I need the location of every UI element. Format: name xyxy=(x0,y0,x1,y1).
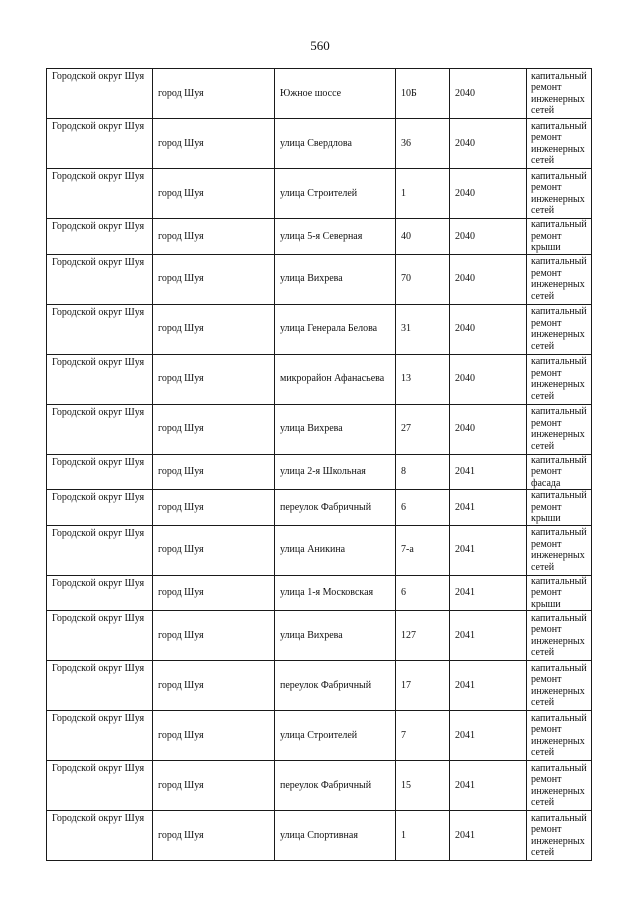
settlement-cell: город Шуя xyxy=(153,761,275,811)
municipality-cell: Городской округ Шуя xyxy=(47,611,153,661)
settlement-cell: город Шуя xyxy=(153,119,275,169)
house-number-cell: 27 xyxy=(396,404,450,454)
street-cell: улица Аникина xyxy=(275,525,396,575)
house-number-cell: 127 xyxy=(396,611,450,661)
street-cell: улица Вихрева xyxy=(275,254,396,304)
street-cell: улица 2-я Школьная xyxy=(275,454,396,490)
municipality-cell: Городской округ Шуя xyxy=(47,169,153,219)
table-row xyxy=(47,454,592,490)
house-number-cell: 6 xyxy=(396,490,450,526)
settlement-cell: город Шуя xyxy=(153,661,275,711)
table-row xyxy=(47,525,592,575)
street-cell: улица 1-я Московская xyxy=(275,575,396,611)
repair-schedule-table xyxy=(46,68,592,861)
municipality-cell: Городской округ Шуя xyxy=(47,354,153,404)
street-cell: улица Свердлова xyxy=(275,119,396,169)
year-cell: 2040 xyxy=(450,254,527,304)
year-cell: 2040 xyxy=(450,219,527,255)
work-type-cell: капитальный ремонт инженерных сетей xyxy=(527,354,592,404)
year-cell: 2040 xyxy=(450,119,527,169)
work-type-cell: капитальный ремонт крыши xyxy=(527,490,592,526)
table-row xyxy=(47,119,592,169)
house-number-cell: 40 xyxy=(396,219,450,255)
work-type-cell: капитальный ремонт крыши xyxy=(527,219,592,255)
year-cell: 2041 xyxy=(450,811,527,861)
municipality-cell: Городской округ Шуя xyxy=(47,490,153,526)
work-type-cell: капитальный ремонт инженерных сетей xyxy=(527,254,592,304)
table-row xyxy=(47,404,592,454)
settlement-cell: город Шуя xyxy=(153,811,275,861)
municipality-cell: Городской округ Шуя xyxy=(47,254,153,304)
municipality-cell: Городской округ Шуя xyxy=(47,575,153,611)
year-cell: 2041 xyxy=(450,575,527,611)
street-cell: микрорайон Афанасьева xyxy=(275,354,396,404)
table-row xyxy=(47,490,592,526)
municipality-cell: Городской округ Шуя xyxy=(47,69,153,119)
street-cell: улица Вихрева xyxy=(275,404,396,454)
year-cell: 2041 xyxy=(450,525,527,575)
house-number-cell: 1 xyxy=(396,169,450,219)
work-type-cell: капитальный ремонт инженерных сетей xyxy=(527,69,592,119)
settlement-cell: город Шуя xyxy=(153,304,275,354)
street-cell: переулок Фабричный xyxy=(275,490,396,526)
table-row xyxy=(47,219,592,255)
table-row xyxy=(47,811,592,861)
work-type-cell: капитальный ремонт инженерных сетей xyxy=(527,661,592,711)
house-number-cell: 13 xyxy=(396,354,450,404)
settlement-cell: город Шуя xyxy=(153,490,275,526)
settlement-cell: город Шуя xyxy=(153,354,275,404)
table-row xyxy=(47,611,592,661)
house-number-cell: 1 xyxy=(396,811,450,861)
house-number-cell: 8 xyxy=(396,454,450,490)
settlement-cell: город Шуя xyxy=(153,404,275,454)
settlement-cell: город Шуя xyxy=(153,575,275,611)
municipality-cell: Городской округ Шуя xyxy=(47,761,153,811)
year-cell: 2041 xyxy=(450,611,527,661)
municipality-cell: Городской округ Шуя xyxy=(47,304,153,354)
settlement-cell: город Шуя xyxy=(153,611,275,661)
municipality-cell: Городской округ Шуя xyxy=(47,811,153,861)
year-cell: 2041 xyxy=(450,761,527,811)
work-type-cell: капитальный ремонт инженерных сетей xyxy=(527,169,592,219)
municipality-cell: Городской округ Шуя xyxy=(47,119,153,169)
house-number-cell: 70 xyxy=(396,254,450,304)
municipality-cell: Городской округ Шуя xyxy=(47,711,153,761)
house-number-cell: 10Б xyxy=(396,69,450,119)
table-row xyxy=(47,761,592,811)
municipality-cell: Городской округ Шуя xyxy=(47,661,153,711)
street-cell: переулок Фабричный xyxy=(275,661,396,711)
table-row xyxy=(47,354,592,404)
work-type-cell: капитальный ремонт инженерных сетей xyxy=(527,119,592,169)
house-number-cell: 6 xyxy=(396,575,450,611)
table-row xyxy=(47,661,592,711)
work-type-cell: капитальный ремонт инженерных сетей xyxy=(527,711,592,761)
table-row xyxy=(47,69,592,119)
year-cell: 2040 xyxy=(450,304,527,354)
settlement-cell: город Шуя xyxy=(153,219,275,255)
street-cell: улица Спортивная xyxy=(275,811,396,861)
settlement-cell: город Шуя xyxy=(153,711,275,761)
house-number-cell: 17 xyxy=(396,661,450,711)
settlement-cell: город Шуя xyxy=(153,454,275,490)
municipality-cell: Городской округ Шуя xyxy=(47,219,153,255)
house-number-cell: 36 xyxy=(396,119,450,169)
settlement-cell: город Шуя xyxy=(153,169,275,219)
municipality-cell: Городской округ Шуя xyxy=(47,454,153,490)
settlement-cell: город Шуя xyxy=(153,525,275,575)
work-type-cell: капитальный ремонт инженерных сетей xyxy=(527,304,592,354)
settlement-cell: город Шуя xyxy=(153,254,275,304)
street-cell: переулок Фабричный xyxy=(275,761,396,811)
year-cell: 2041 xyxy=(450,490,527,526)
street-cell: улица Строителей xyxy=(275,711,396,761)
settlement-cell: город Шуя xyxy=(153,69,275,119)
table-row xyxy=(47,254,592,304)
year-cell: 2040 xyxy=(450,354,527,404)
street-cell: улица 5-я Северная xyxy=(275,219,396,255)
street-cell: улица Генерала Белова xyxy=(275,304,396,354)
municipality-cell: Городской округ Шуя xyxy=(47,525,153,575)
house-number-cell: 7 xyxy=(396,711,450,761)
house-number-cell: 15 xyxy=(396,761,450,811)
work-type-cell: капитальный ремонт инженерных сетей xyxy=(527,611,592,661)
work-type-cell: капитальный ремонт крыши xyxy=(527,575,592,611)
table-row xyxy=(47,711,592,761)
house-number-cell: 7-а xyxy=(396,525,450,575)
year-cell: 2041 xyxy=(450,661,527,711)
street-cell: Южное шоссе xyxy=(275,69,396,119)
street-cell: улица Вихрева xyxy=(275,611,396,661)
municipality-cell: Городской округ Шуя xyxy=(47,404,153,454)
work-type-cell: капитальный ремонт инженерных сетей xyxy=(527,525,592,575)
work-type-cell: капитальный ремонт инженерных сетей xyxy=(527,404,592,454)
table-row xyxy=(47,304,592,354)
house-number-cell: 31 xyxy=(396,304,450,354)
table-row xyxy=(47,575,592,611)
year-cell: 2041 xyxy=(450,454,527,490)
page-number: 560 xyxy=(310,38,330,53)
work-type-cell: капитальный ремонт инженерных сетей xyxy=(527,811,592,861)
work-type-cell: капитальный ремонт фасада xyxy=(527,454,592,490)
street-cell: улица Строителей xyxy=(275,169,396,219)
work-type-cell: капитальный ремонт инженерных сетей xyxy=(527,761,592,811)
year-cell: 2040 xyxy=(450,69,527,119)
year-cell: 2040 xyxy=(450,404,527,454)
year-cell: 2040 xyxy=(450,169,527,219)
table-row xyxy=(47,169,592,219)
year-cell: 2041 xyxy=(450,711,527,761)
